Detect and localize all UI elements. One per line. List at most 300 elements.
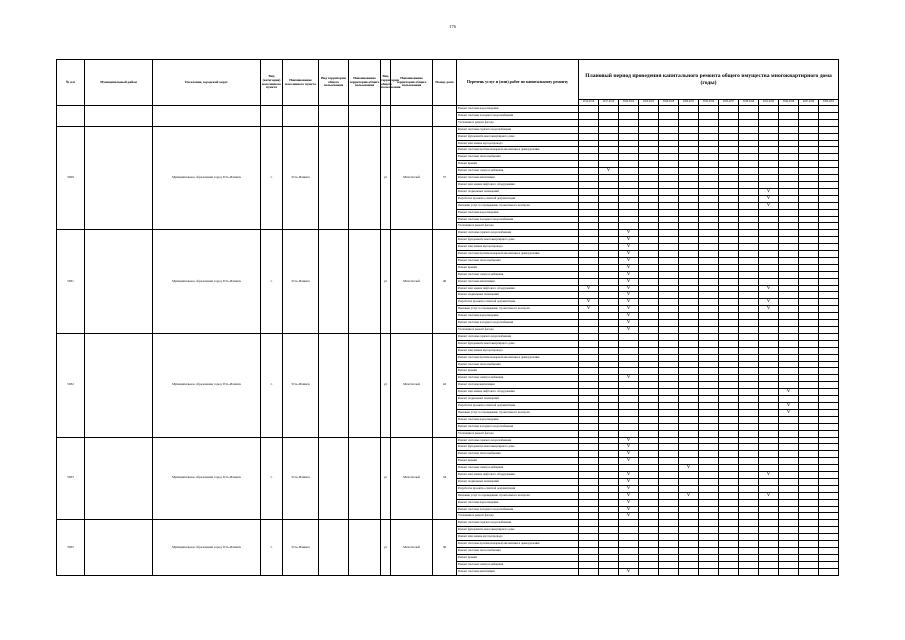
- r3-y0: [579, 451, 599, 458]
- r2-y7: [719, 396, 739, 403]
- r4-y0: [579, 520, 599, 527]
- r0-y11: [799, 209, 819, 216]
- r0-y0: [579, 181, 599, 188]
- schedule-mark: V: [759, 306, 779, 313]
- carry-y6: [699, 112, 719, 119]
- carry-y4: [659, 119, 679, 126]
- carry-cell-0: [57, 106, 85, 127]
- r0-y11: [799, 161, 819, 168]
- r1-y6: [699, 271, 719, 278]
- r4-y5: [679, 534, 699, 541]
- r0-y3: [639, 181, 659, 188]
- r1-y7: [719, 237, 739, 244]
- r2-y1: [599, 368, 619, 375]
- settlement-type-cell: г.: [261, 126, 283, 230]
- r0-y8: [739, 202, 759, 209]
- r3-y0: [579, 492, 599, 499]
- r3-y8: [739, 444, 759, 451]
- r3-y1: [599, 485, 619, 492]
- work-item: Ремонт фундамента многоквартирного дома: [457, 527, 579, 534]
- year-col-8: 2038-2040: [739, 100, 759, 106]
- table-row: [57, 106, 839, 113]
- r2-y8: [739, 416, 759, 423]
- r0-y3: [639, 223, 659, 230]
- r2-y11: [799, 409, 819, 416]
- r0-y10: [779, 202, 799, 209]
- r1-y0: [579, 230, 599, 237]
- r1-y11: [799, 271, 819, 278]
- r2-y10: [779, 333, 799, 340]
- r0-y2: [619, 133, 639, 140]
- r0-y10: [779, 195, 799, 202]
- r0-y8: [739, 168, 759, 175]
- schedule-mark: V: [619, 472, 639, 479]
- settlement-cell: Муниципальное образование город Усть-Илимск: [153, 520, 261, 575]
- r0-y2: [619, 216, 639, 223]
- r2-y2: [619, 340, 639, 347]
- r3-y0: [579, 506, 599, 513]
- r4-y7: [719, 520, 739, 527]
- r2-y11: [799, 340, 819, 347]
- r2-y7: [719, 416, 739, 423]
- r2-y3: [639, 396, 659, 403]
- r4-y2: [619, 520, 639, 527]
- r1-y5: [679, 313, 699, 320]
- schedule-mark: V: [759, 472, 779, 479]
- carry-y11: [799, 119, 819, 126]
- r4-y3: [639, 520, 659, 527]
- r2-y0: [579, 375, 599, 382]
- r4-y6: [699, 568, 719, 575]
- carry-cell-3: [261, 106, 283, 127]
- r1-y4: [659, 257, 679, 264]
- r1-y10: [779, 244, 799, 251]
- r0-y7: [719, 161, 739, 168]
- r1-y0: [579, 244, 599, 251]
- r1-y11: [799, 278, 819, 285]
- r2-y8: [739, 361, 759, 368]
- r3-y7: [719, 513, 739, 520]
- area-type-cell: [319, 437, 349, 520]
- r0-y8: [739, 209, 759, 216]
- work-item: Ремонт системы противопожарной автоматики и дымоудаления: [457, 251, 579, 258]
- house-number-cell: 36: [433, 520, 457, 575]
- r0-y10: [779, 175, 799, 182]
- work-item: Ремонт системы холодного водоснабжения: [457, 112, 579, 119]
- r1-y12: [819, 327, 839, 334]
- work-item: Утепление и ремонт фасада: [457, 119, 579, 126]
- r0-y5: [679, 209, 699, 216]
- r3-y9: [759, 451, 779, 458]
- r4-y11: [799, 534, 819, 541]
- r0-y12: [819, 140, 839, 147]
- schedule-mark: V: [679, 492, 699, 499]
- work-item: Ремонт крыши: [457, 264, 579, 271]
- r2-y1: [599, 340, 619, 347]
- r2-y3: [639, 368, 659, 375]
- carry-y3: [639, 119, 659, 126]
- carry-y1: [599, 112, 619, 119]
- carry-y7: [719, 106, 739, 113]
- schedule-mark: V: [619, 292, 639, 299]
- r0-y3: [639, 140, 659, 147]
- r2-y9: [759, 347, 779, 354]
- work-item: Ремонт или замена лифтового оборудования: [457, 181, 579, 188]
- r0-y12: [819, 202, 839, 209]
- r3-y9: [759, 499, 779, 506]
- r2-y7: [719, 382, 739, 389]
- r2-y0: [579, 402, 599, 409]
- r0-y6: [699, 202, 719, 209]
- work-item: Ремонт фундамента многоквартирного дома: [457, 237, 579, 244]
- r2-y1: [599, 430, 619, 437]
- r3-y6: [699, 478, 719, 485]
- r2-y7: [719, 368, 739, 375]
- r0-y6: [699, 223, 719, 230]
- r1-y5: [679, 278, 699, 285]
- r3-y0: [579, 444, 599, 451]
- r1-y1: [599, 285, 619, 292]
- work-item: Ремонт системы водоотведения: [457, 106, 579, 113]
- work-item: Разработка проектно-сметной документации: [457, 195, 579, 202]
- r2-y4: [659, 389, 679, 396]
- street-type-cell: ул: [381, 520, 391, 575]
- r0-y10: [779, 181, 799, 188]
- r4-y10: [779, 561, 799, 568]
- r0-y11: [799, 147, 819, 154]
- r4-y6: [699, 527, 719, 534]
- r4-y3: [639, 534, 659, 541]
- r0-y1: [599, 133, 619, 140]
- r4-y1: [599, 554, 619, 561]
- r0-y12: [819, 188, 839, 195]
- r0-y3: [639, 209, 659, 216]
- r1-y5: [679, 292, 699, 299]
- r1-y12: [819, 306, 839, 313]
- r1-y5: [679, 320, 699, 327]
- r0-y0: [579, 195, 599, 202]
- r4-y6: [699, 520, 719, 527]
- r2-y12: [819, 409, 839, 416]
- r3-y4: [659, 499, 679, 506]
- r2-y3: [639, 361, 659, 368]
- r0-y11: [799, 202, 819, 209]
- r2-y0: [579, 409, 599, 416]
- r2-y7: [719, 354, 739, 361]
- r0-y5: [679, 140, 699, 147]
- r4-y0: [579, 554, 599, 561]
- r3-y6: [699, 458, 719, 465]
- r3-y6: [699, 444, 719, 451]
- r1-y9: [759, 320, 779, 327]
- r2-y9: [759, 402, 779, 409]
- street-type-cell: ул: [381, 333, 391, 437]
- carry-y3: [639, 106, 659, 113]
- district-cell: [85, 520, 153, 575]
- year-col-6: 2032-2034: [699, 100, 719, 106]
- r0-y10: [779, 168, 799, 175]
- schedule-mark: V: [619, 306, 639, 313]
- r2-y7: [719, 340, 739, 347]
- r4-y5: [679, 568, 699, 575]
- r0-y3: [639, 133, 659, 140]
- r3-y7: [719, 485, 739, 492]
- work-item: Ремонт системы горячего водоснабжения: [457, 126, 579, 133]
- r2-y12: [819, 361, 839, 368]
- r2-y3: [639, 402, 659, 409]
- r2-y5: [679, 423, 699, 430]
- carry-y0: [579, 112, 599, 119]
- carry-y8: [739, 106, 759, 113]
- area-type-cell: [319, 520, 349, 575]
- r3-y10: [779, 485, 799, 492]
- r1-y10: [779, 251, 799, 258]
- r0-y9: [759, 126, 779, 133]
- work-item: Ремонт или замена мусоропровода: [457, 140, 579, 147]
- r1-y8: [739, 257, 759, 264]
- r4-y0: [579, 541, 599, 548]
- r0-y3: [639, 161, 659, 168]
- schedule-mark: V: [619, 458, 639, 465]
- r2-y8: [739, 340, 759, 347]
- r4-y5: [679, 548, 699, 555]
- capital-repair-schedule: [56, 59, 839, 576]
- r2-y10: [779, 375, 799, 382]
- carry-y1: [599, 106, 619, 113]
- r0-y6: [699, 147, 719, 154]
- r4-y11: [799, 527, 819, 534]
- r2-y3: [639, 340, 659, 347]
- r4-y11: [799, 561, 819, 568]
- r0-y7: [719, 154, 739, 161]
- r3-y12: [819, 506, 839, 513]
- r2-y10: [779, 423, 799, 430]
- r1-y9: [759, 251, 779, 258]
- r4-y8: [739, 527, 759, 534]
- r3-y10: [779, 478, 799, 485]
- r0-y5: [679, 188, 699, 195]
- r2-y4: [659, 340, 679, 347]
- r3-y10: [779, 444, 799, 451]
- settlement-type-cell: г.: [261, 520, 283, 575]
- r3-y3: [639, 465, 659, 472]
- r3-y5: [679, 513, 699, 520]
- r0-y4: [659, 147, 679, 154]
- r2-y11: [799, 396, 819, 403]
- year-col-10: 2044-2046: [779, 100, 799, 106]
- year-col-0: 2014-2016: [579, 100, 599, 106]
- r2-y3: [639, 347, 659, 354]
- work-item: Оказание услуг по проведению строительного контроля: [457, 202, 579, 209]
- r3-y5: [679, 478, 699, 485]
- r2-y0: [579, 347, 599, 354]
- r2-y5: [679, 402, 699, 409]
- r3-y8: [739, 492, 759, 499]
- area-name-cell: [349, 333, 381, 437]
- r0-y4: [659, 202, 679, 209]
- r0-y3: [639, 195, 659, 202]
- schedule-mark: V: [759, 285, 779, 292]
- r0-y1: [599, 195, 619, 202]
- r2-y11: [799, 347, 819, 354]
- r0-y3: [639, 126, 659, 133]
- r3-y0: [579, 437, 599, 444]
- r0-y10: [779, 216, 799, 223]
- r2-y10: [779, 361, 799, 368]
- r1-y3: [639, 271, 659, 278]
- r2-y12: [819, 416, 839, 423]
- schedule-mark: V: [619, 478, 639, 485]
- year-col-9: 2041-2043: [759, 100, 779, 106]
- r1-y4: [659, 264, 679, 271]
- year-col-3: 2023-2025: [639, 100, 659, 106]
- year-col-1: 2017-2019: [599, 100, 619, 106]
- locality-cell: Усть-Илимск: [283, 230, 319, 334]
- r3-y1: [599, 499, 619, 506]
- schedule-mark: V: [619, 257, 639, 264]
- hdr-locality: Наименование населенного пункта: [283, 60, 319, 106]
- r4-y5: [679, 554, 699, 561]
- locality-cell: Усть-Илимск: [283, 333, 319, 437]
- r2-y0: [579, 389, 599, 396]
- work-item: Оказание услуг по проведению строительного контроля: [457, 409, 579, 416]
- r1-y4: [659, 292, 679, 299]
- carry-cell-7: [381, 106, 391, 127]
- r3-y1: [599, 472, 619, 479]
- r2-y5: [679, 368, 699, 375]
- r0-y5: [679, 126, 699, 133]
- r1-y0: [579, 237, 599, 244]
- r1-y10: [779, 299, 799, 306]
- year-col-4: 2026-2028: [659, 100, 679, 106]
- r0-y8: [739, 133, 759, 140]
- work-item: Ремонт системы теплоснабжения: [457, 548, 579, 555]
- r0-y3: [639, 168, 659, 175]
- r2-y4: [659, 375, 679, 382]
- r4-y10: [779, 527, 799, 534]
- work-item: Ремонт системы теплоснабжения: [457, 451, 579, 458]
- work-item: Ремонт или замена лифтового оборудования: [457, 389, 579, 396]
- r3-y7: [719, 506, 739, 513]
- schedule-mark: V: [759, 195, 779, 202]
- r1-y11: [799, 299, 819, 306]
- r0-y7: [719, 188, 739, 195]
- r3-y3: [639, 492, 659, 499]
- r0-y9: [759, 223, 779, 230]
- r4-y6: [699, 541, 719, 548]
- schedule-mark: V: [619, 237, 639, 244]
- r1-y1: [599, 257, 619, 264]
- r0-y10: [779, 133, 799, 140]
- r0-y4: [659, 181, 679, 188]
- r1-y3: [639, 299, 659, 306]
- schedule-mark: V: [619, 437, 639, 444]
- r3-y1: [599, 465, 619, 472]
- r4-y6: [699, 561, 719, 568]
- r2-y4: [659, 396, 679, 403]
- r2-y9: [759, 430, 779, 437]
- r2-y5: [679, 409, 699, 416]
- work-item: Ремонт системы горячего водоснабжения: [457, 333, 579, 340]
- r2-y5: [679, 430, 699, 437]
- r3-y1: [599, 458, 619, 465]
- r1-y6: [699, 327, 719, 334]
- r1-y6: [699, 264, 719, 271]
- r3-y11: [799, 499, 819, 506]
- locality-cell: Усть-Илимск: [283, 126, 319, 230]
- work-item: Разработка проектно-сметной документации: [457, 485, 579, 492]
- r2-y0: [579, 368, 599, 375]
- work-item: Ремонт системы горячего водоснабжения: [457, 230, 579, 237]
- work-item: Разработка проектно-сметной документации: [457, 299, 579, 306]
- r0-y12: [819, 133, 839, 140]
- r1-y8: [739, 230, 759, 237]
- r2-y1: [599, 396, 619, 403]
- r1-y3: [639, 251, 659, 258]
- r2-y2: [619, 402, 639, 409]
- r4-y7: [719, 554, 739, 561]
- r1-y8: [739, 278, 759, 285]
- r1-y12: [819, 320, 839, 327]
- r2-y4: [659, 368, 679, 375]
- r3-y6: [699, 465, 719, 472]
- r0-y3: [639, 202, 659, 209]
- r2-y3: [639, 354, 659, 361]
- r2-y1: [599, 333, 619, 340]
- r3-y10: [779, 437, 799, 444]
- r3-y6: [699, 513, 719, 520]
- r1-y10: [779, 320, 799, 327]
- r4-y4: [659, 534, 679, 541]
- r1-y8: [739, 264, 759, 271]
- r4-y11: [799, 554, 819, 561]
- r2-y4: [659, 361, 679, 368]
- r1-y0: [579, 320, 599, 327]
- schedule-mark: V: [619, 271, 639, 278]
- r2-y10: [779, 368, 799, 375]
- r1-y0: [579, 251, 599, 258]
- r2-y8: [739, 368, 759, 375]
- r2-y8: [739, 382, 759, 389]
- r4-y0: [579, 548, 599, 555]
- r2-y10: [779, 347, 799, 354]
- r1-y3: [639, 320, 659, 327]
- r0-y6: [699, 195, 719, 202]
- table-row: [57, 437, 839, 444]
- r1-y11: [799, 306, 819, 313]
- r4-y9: [759, 534, 779, 541]
- r0-y5: [679, 147, 699, 154]
- r0-y2: [619, 140, 639, 147]
- r1-y11: [799, 257, 819, 264]
- carry-y7: [719, 119, 739, 126]
- r3-y6: [699, 437, 719, 444]
- street-name-cell: Мечтателей: [391, 437, 433, 520]
- r0-y8: [739, 216, 759, 223]
- r3-y5: [679, 506, 699, 513]
- r1-y10: [779, 306, 799, 313]
- r2-y8: [739, 354, 759, 361]
- r1-y1: [599, 251, 619, 258]
- r2-y8: [739, 347, 759, 354]
- r2-y10: [779, 416, 799, 423]
- schedule-mark: V: [619, 230, 639, 237]
- r0-y2: [619, 175, 639, 182]
- r1-y6: [699, 306, 719, 313]
- r4-y8: [739, 520, 759, 527]
- area-name-cell: [349, 437, 381, 520]
- r4-y0: [579, 527, 599, 534]
